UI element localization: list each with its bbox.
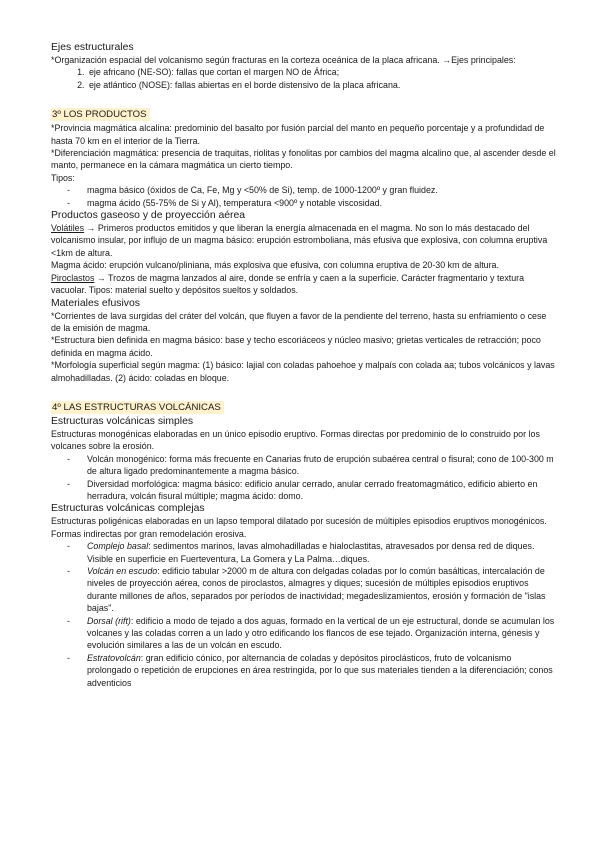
paragraph: *Corrientes de lava surgidas del cráter del volcán, que fluyen a favor de la pendiente del terreno, hasta su enfriamiento o cese de la emisión de magma. (51, 310, 547, 333)
efusivos-heading: Materiales efusivos (51, 297, 140, 309)
section-title-productos: 3º LOS PRODUCTOS (51, 108, 150, 121)
tipos-list (51, 184, 558, 209)
piroclastos-text: → Trozos de magma lanzados al aire, donde se enfría y caen a la superficie. Carácter fragmentario y textura vacuolar. Tipos: material suelto y depósitos sueltos y soldados. (51, 272, 525, 296)
term: Volcán en escudo (87, 566, 158, 576)
simples-list (51, 453, 558, 503)
list-item (67, 652, 558, 689)
volatiles-paragraph (51, 222, 558, 259)
complejas-list (51, 540, 558, 689)
list-item: - Diversidad morfológica: magma básico: edificio anular cerrado, anular cerrado freatomagmático, edificio abierto en herradura, volcán fisural múltiple; magma ácido: domo. (67, 478, 558, 503)
term-text: : sedimentos marinos, lavas almohadilladas e hialoclastitas, atravesados por densa red de diques. Visible en superficie en Fuerteventura, La Gomera y La Palma…diques. (87, 541, 535, 564)
simples-heading: Estructuras volcánicas simples (51, 415, 194, 427)
paragraph: Magma ácido: erupción vulcano/pliniana, más explosiva que efusiva, con columna eruptiva de 20-30 km de altura. (51, 260, 499, 271)
tipos-label: Tipos: (51, 172, 75, 183)
list-item: - magma ácido (55-75% de Si y Al), temperatura <900º y notable viscosidad. (67, 197, 558, 209)
term: Estratovolcán (87, 652, 141, 663)
list-item (67, 565, 558, 615)
paragraph: *Diferenciación magmática: presencia de traquitas, riolitas y fonolitas por cambios del magma alcalino que, al ascender desde el manto, permanece en la cámara magmática un cierto tiempo. (51, 148, 556, 171)
list-item: 1. eje africano (NE-SO): fallas que cortan el margen NO de África; (87, 66, 558, 78)
list-item (67, 540, 558, 565)
volatiles-text: → Primeros productos emitidos y que liberan la energía almacenada en el magma. No son lo más destacado del volcanismo insular, por influjo de un magma básico: erupción estromboliana, más efusiva que explosiva, con columna eruptiva <1km de altura. (51, 223, 548, 258)
gaseosos-heading: Productos gaseoso y de proyección aérea (51, 210, 246, 222)
ejes-intro: *Organización espacial del volcanismo según fracturas en la corteza oceánica de la placa africana. →Ejes principales: (51, 55, 516, 65)
list-item: - magma básico (óxidos de Ca, Fe, Mg y <50% de Si), temp. de 1000-1200º y gran fluidez. (67, 184, 558, 196)
ejes-list (51, 66, 558, 91)
ejes-heading: Ejes estructurales (51, 42, 134, 53)
paragraph: Estructuras poligénicas elaboradas en un lapso temporal dilatado por sucesión de múltiples episodios eruptivos monogénicos. Formas indirectas por gran remodelación erosiva. (51, 516, 547, 539)
list-item: - Volcán monogénico: forma más frecuente en Canarias fruto de erupción subaérea central o fisural; cono de 100-300 m de altura ligado predominantemente a magma básico. (67, 453, 558, 478)
piroclastos-term: Piroclastos (51, 272, 95, 283)
term: Dorsal (rift) (87, 615, 131, 626)
term-text: : edificio tabular >2000 m de altura con delgadas coladas por lo común basálticas, intercalación de niveles de proyección aérea, conos de piroclastos, almagres y diques; sucesión de múltiples episodios eruptivos durante millones de años, separados por períodos de inactividad; megadeslizamientos, erosión y formación de "islas bajas". (87, 566, 546, 614)
term-text: : gran edificio cónico, por alternancia de coladas y depósitos piroclásticos, fruto de volcanismo prolongado o repetición de erupciones en área restringida, por lo que sus materiales tienden a la diferenciación; conos adventicios (87, 652, 553, 688)
section-title-estructuras: 4º LAS ESTRUCTURAS VOLCÁNICAS (51, 401, 224, 414)
list-item (67, 615, 558, 652)
term: Complejo basal (87, 541, 149, 552)
paragraph: Estructuras monogénicas elaboradas en un único episodio eruptivo. Formas directas por predominio de lo construido por los volcanes sobre la erosión. (51, 428, 540, 452)
piroclastos-paragraph (51, 272, 558, 297)
paragraph: *Estructura bien definida en magma básico: base y techo escoriáceos y núcleo masivo; grietas verticales de retracción; poco definida en magma ácido. (51, 335, 541, 358)
list-item: 2. eje atlántico (NOSE): fallas abiertas en el borde distensivo de la placa africana. (87, 79, 558, 91)
volatiles-term: Volátiles (51, 223, 85, 234)
complejas-heading: Estructuras volcánicas complejas (51, 503, 205, 515)
paragraph: *Morfología superficial según magma: (1) básico: lajial con coladas pahoehoe y malpaís con colada aa; tubos volcánicos y lavas almohadilladas. (2) ácido: coladas en bloque. (51, 360, 555, 383)
term-text: : edificio a modo de tejado a dos aguas, formado en la vertical de un eje estructural, donde se acumulan los volcanes y las coladas corren a un lado y otro edificando los flancos de ese tejado. Organización interna, génesis y evolución similares a las de un volcán en escudo. (87, 615, 555, 651)
paragraph: *Provincia magmática alcalina: predominio del basalto por fusión parcial del manto en pequeño porcentaje y a profundidad de hasta 70 km en el interior de la Tierra. (51, 123, 545, 146)
